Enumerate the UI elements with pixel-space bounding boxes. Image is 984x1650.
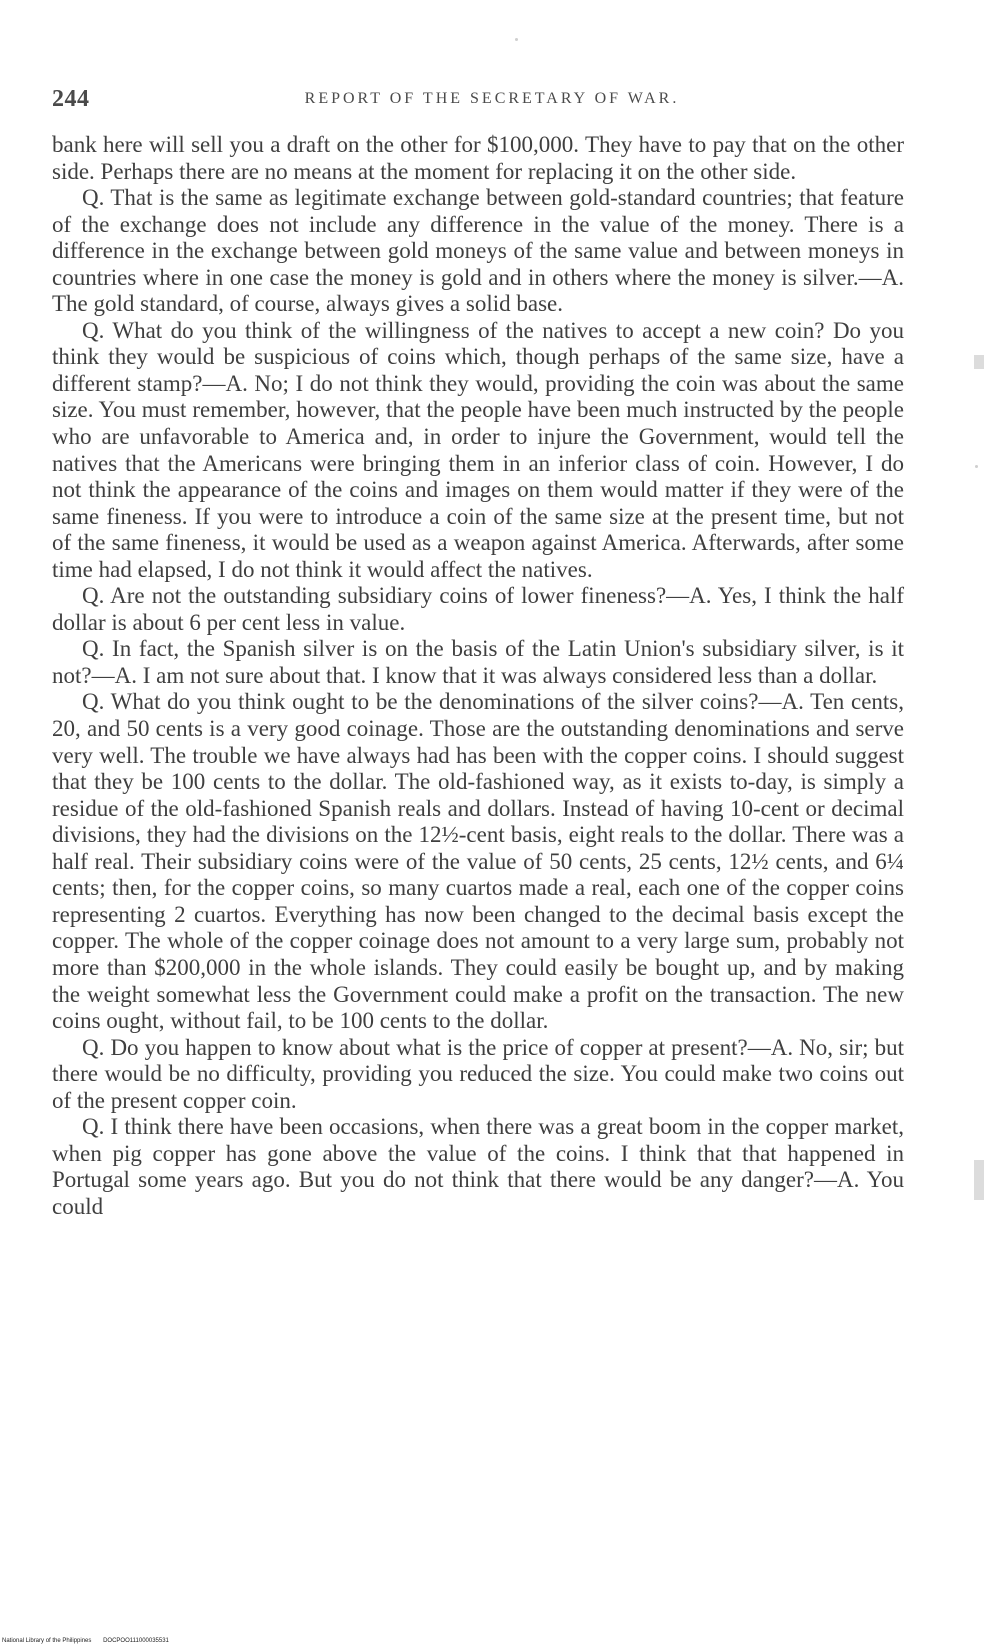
paragraph-question-copper-price: Q. Do you happen to know about what is the price of copper at present?—A. No, sir; but there would be no difficulty, providing you reduced the size. You could make two coins out of the present copper coin. [52,1034,904,1113]
footer-identifier: DOCPOO111000035531 [103,1638,169,1644]
paragraph-question-copper-boom: Q. I think there have been occasions, when there was a great boom in the copper market, when pig copper has gone above the value of the coins. I think that that happened in Portugal some years ago. But you do not think that there would be any danger?—A. You could [52,1114,904,1219]
paragraph-question-new-coin: Q. What do you think of the willingness of the natives to accept a new coin? Do you think they would be suspicious of coins which, though perhaps of the same size, have a different stamp?—A. No; I do not think they would, providing the coin was about the same size. You must remember, however, that the people have been much instructed by the people who are unfavorable to America and, in order to injure the Government, would tell the natives that the Americans were bringing them in an inferior class of coin. However, I do not think the appearance of the coins and images on them would matter if they were of the same fineness. If you were to introduce a coin of the same size at the present time, but not of the same fineness, it would be used as a weapon against America. Afterwards, after some time had elapsed, I do not think it would affect the natives. [52,317,904,582]
paragraph-continued: bank here will sell you a draft on the other for $100,000. They have to pay that on the other side. Perhaps there are no means at the moment for replacing it on the other side. [52,132,904,184]
paragraph-question-latin-union: Q. In fact, the Spanish silver is on the basis of the Latin Union's subsidiary silver, is it not?—A. I am not sure about that. I know that it was always considered less than a dollar. [52,636,904,688]
body-text [52,132,904,1220]
scan-speck [515,38,518,41]
page-header [52,86,904,116]
page-number: 244 [52,86,90,112]
scan-footer [2,1638,169,1644]
scan-edge-mark [974,1160,984,1200]
paragraph-question-denominations: Q. What do you think ought to be the denominations of the silver coins?—A. Ten cents, 20, and 50 cents is a very good coinage. Those are the outstanding denominations and serve very well. The trouble we have always had has been with the copper coins. I should suggest that they be 100 cents to the dollar. The old-fashioned way, as it exists to-day, is simply a residue of the old-fashioned Spanish reals and dollars. Instead of having 10-cent or decimal divisions, they had the divisions on the 12½-cent basis, eight reals to the dollar. There was a half real. Their subsidiary coins were of the value of 50 cents, 25 cents, 12½ cents, and 6¼ cents; then, for the copper coins, so many cuartos made a real, each one of the copper coins representing 2 cuartos. Everything has now been changed to the decimal basis except the copper. The whole of the copper coinage does not amount to a very large sum, probably not more than $200,000 in the whole islands. They could easily be bought up, and by making the weight somewhat less the Government could make a profit on the transaction. The new coins ought, without fail, to be 100 cents to the dollar. [52,689,904,1034]
paragraph-question-exchange: Q. That is the same as legitimate exchange between gold-standard countries; that feature of the exchange does not include any difference in the value of the money. There is a difference in the exchange between gold moneys of the same value and between moneys in countries where in one case the money is gold and in others where the money is silver.—A. The gold standard, of course, always gives a solid base. [52,185,904,317]
footer-library: National Library of the Philippines [2,1638,92,1644]
scan-speck [975,465,978,468]
paragraph-question-fineness: Q. Are not the outstanding subsidiary coins of lower fineness?—A. Yes, I think the half dollar is about 6 per cent less in value. [52,583,904,635]
scan-edge-mark [974,355,984,369]
running-head: REPORT OF THE SECRETARY OF WAR. [304,90,680,107]
